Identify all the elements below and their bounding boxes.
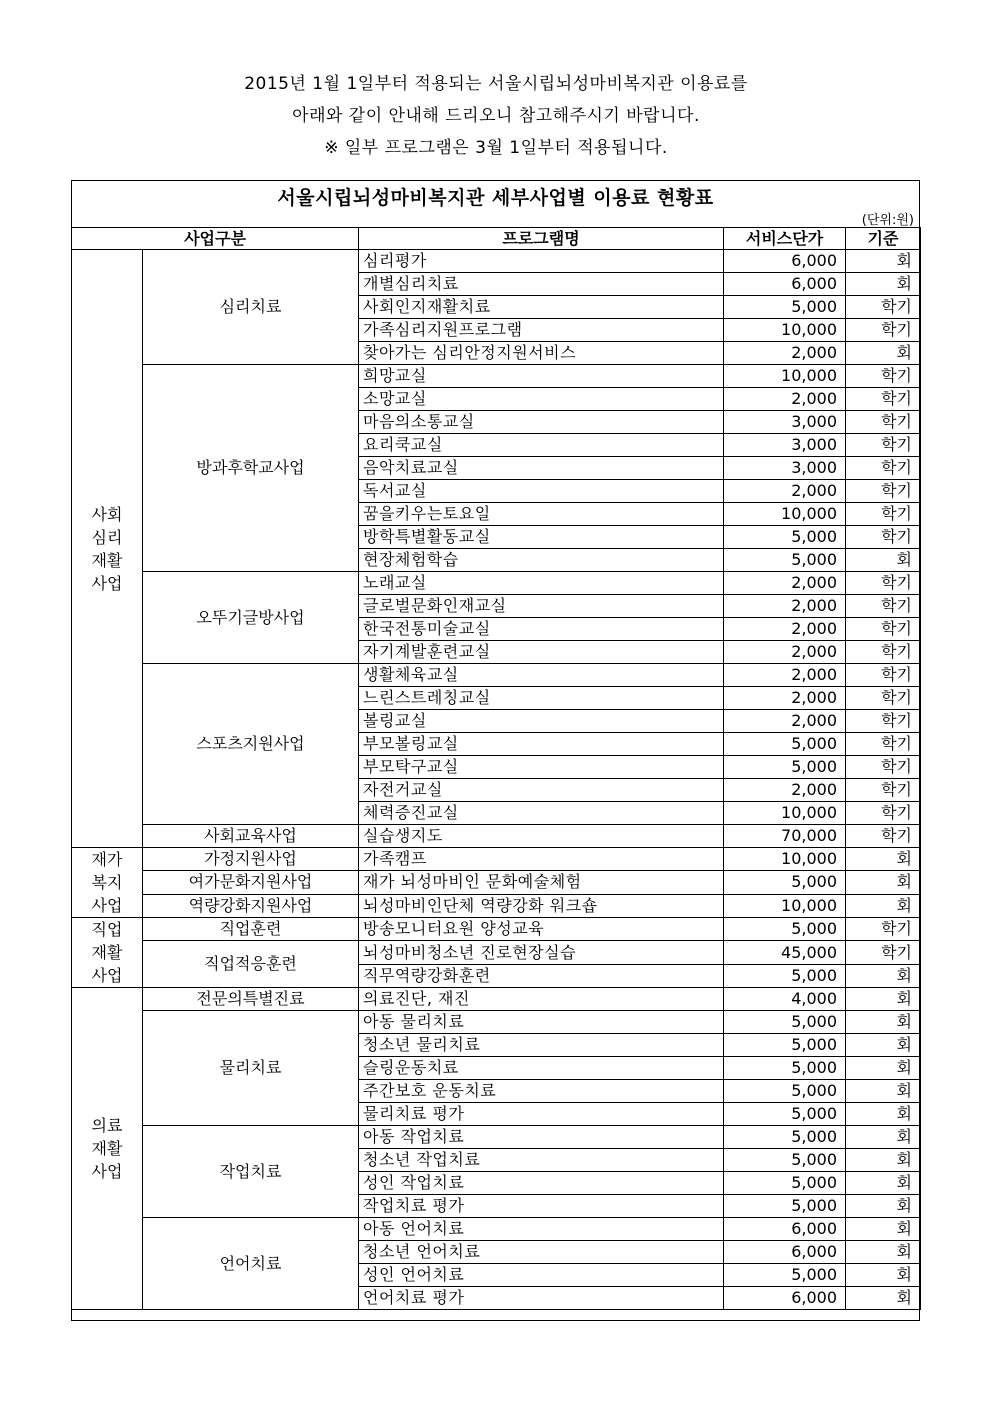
table-row bbox=[72, 848, 921, 871]
category-subgroup: 방과후학교사업 bbox=[143, 365, 359, 572]
price-basis: 학기 bbox=[846, 733, 921, 756]
service-price: 45,000 bbox=[724, 941, 846, 965]
price-basis: 회 bbox=[846, 1149, 921, 1172]
service-price: 5,000 bbox=[724, 756, 846, 779]
intro-line-2: 아래와 같이 안내해 드리오니 참고해주시기 바랍니다. bbox=[292, 106, 700, 126]
table-row bbox=[72, 941, 921, 965]
price-basis: 회 bbox=[846, 1287, 921, 1310]
program-name: 글로벌문화인재교실 bbox=[359, 595, 724, 618]
program-name: 느린스트레칭교실 bbox=[359, 687, 724, 710]
price-basis: 학기 bbox=[846, 319, 921, 342]
table-title: 서울시립뇌성마비복지관 세부사업별 이용료 현황표 bbox=[277, 187, 714, 209]
service-price: 5,000 bbox=[724, 1172, 846, 1195]
table-row bbox=[72, 894, 921, 917]
table-row bbox=[72, 572, 921, 595]
category-group-label: 사회 bbox=[91, 504, 123, 524]
price-basis: 회 bbox=[846, 1172, 921, 1195]
price-basis: 회 bbox=[846, 1241, 921, 1264]
price-basis: 학기 bbox=[846, 503, 921, 526]
service-price: 5,000 bbox=[724, 733, 846, 756]
table-row bbox=[72, 825, 921, 848]
program-name: 물리치료 평가 bbox=[359, 1103, 724, 1126]
program-name: 언어치료 평가 bbox=[359, 1287, 724, 1310]
service-price: 5,000 bbox=[724, 871, 846, 894]
price-basis: 학기 bbox=[846, 296, 921, 319]
category-group-label: 사업 bbox=[91, 896, 123, 915]
program-name: 주간보호 운동치료 bbox=[359, 1080, 724, 1103]
program-name: 사회인지재활치료 bbox=[359, 296, 724, 319]
price-basis: 회 bbox=[846, 871, 921, 894]
table-row bbox=[72, 664, 921, 687]
price-basis: 학기 bbox=[846, 710, 921, 733]
category-group-label: 사업 bbox=[91, 1162, 123, 1181]
service-price: 5,000 bbox=[724, 1080, 846, 1103]
program-name: 찾아가는 심리안정지원서비스 bbox=[359, 342, 724, 365]
header-program: 프로그램명 bbox=[359, 228, 724, 250]
category-subgroup: 물리치료 bbox=[143, 1011, 359, 1126]
category-subgroup: 여가문화지원사업 bbox=[143, 871, 359, 894]
program-name: 청소년 물리치료 bbox=[359, 1034, 724, 1057]
program-name: 방학특별활동교실 bbox=[359, 526, 724, 549]
category-subgroup: 언어치료 bbox=[143, 1218, 359, 1310]
service-price: 10,000 bbox=[724, 503, 846, 526]
price-basis: 회 bbox=[846, 848, 921, 871]
service-price: 2,000 bbox=[724, 618, 846, 641]
category-subgroup: 전문의특별진료 bbox=[143, 988, 359, 1011]
fee-table-body bbox=[72, 250, 921, 1310]
service-price: 4,000 bbox=[724, 988, 846, 1011]
price-basis: 학기 bbox=[846, 365, 921, 388]
program-name: 가족캠프 bbox=[359, 848, 724, 871]
price-basis: 학기 bbox=[846, 618, 921, 641]
price-basis: 회 bbox=[846, 1195, 921, 1218]
program-name: 의료진단, 재진 bbox=[359, 988, 724, 1011]
service-price: 5,000 bbox=[724, 1103, 846, 1126]
service-price: 5,000 bbox=[724, 965, 846, 988]
program-name: 청소년 작업치료 bbox=[359, 1149, 724, 1172]
price-basis: 회 bbox=[846, 965, 921, 988]
program-name: 재가 뇌성마비인 문화예술체험 bbox=[359, 871, 724, 894]
service-price: 10,000 bbox=[724, 365, 846, 388]
category-group bbox=[72, 918, 143, 988]
price-basis: 회 bbox=[846, 1080, 921, 1103]
price-basis: 회 bbox=[846, 1057, 921, 1080]
service-price: 70,000 bbox=[724, 825, 846, 848]
table-row bbox=[72, 1218, 921, 1241]
program-name: 작업치료 평가 bbox=[359, 1195, 724, 1218]
header-price: 서비스단가 bbox=[724, 228, 846, 250]
intro-note: ※ 일부 프로그램은 3월 1일부터 적용됩니다. bbox=[324, 138, 668, 158]
price-basis: 학기 bbox=[846, 388, 921, 411]
category-group-label: 재활 bbox=[91, 1139, 123, 1158]
service-price: 5,000 bbox=[724, 1149, 846, 1172]
price-basis: 회 bbox=[846, 273, 921, 296]
program-name: 개별심리치료 bbox=[359, 273, 724, 296]
program-name: 볼링교실 bbox=[359, 710, 724, 733]
price-basis: 회 bbox=[846, 1126, 921, 1149]
category-subgroup: 가정지원사업 bbox=[143, 848, 359, 871]
table-header-row bbox=[72, 228, 921, 250]
service-price: 10,000 bbox=[724, 802, 846, 825]
category-group-label: 의료 bbox=[91, 1116, 123, 1135]
program-name: 독서교실 bbox=[359, 480, 724, 503]
category-group-label: 재활 bbox=[91, 943, 123, 962]
category-subgroup: 심리치료 bbox=[143, 250, 359, 365]
service-price: 2,000 bbox=[724, 710, 846, 733]
service-price: 10,000 bbox=[724, 319, 846, 342]
table-row bbox=[72, 988, 921, 1011]
price-basis: 회 bbox=[846, 894, 921, 917]
service-price: 6,000 bbox=[724, 1241, 846, 1264]
price-basis: 회 bbox=[846, 250, 921, 273]
price-basis: 회 bbox=[846, 1218, 921, 1241]
program-name: 꿈을키우는토요일 bbox=[359, 503, 724, 526]
program-name: 생활체육교실 bbox=[359, 664, 724, 687]
fee-table bbox=[71, 227, 921, 1310]
service-price: 5,000 bbox=[724, 1264, 846, 1287]
price-basis: 학기 bbox=[846, 480, 921, 503]
service-price: 3,000 bbox=[724, 411, 846, 434]
category-group-label: 복지 bbox=[91, 873, 123, 892]
program-name: 청소년 언어치료 bbox=[359, 1241, 724, 1264]
program-name: 뇌성마비인단체 역량강화 워크숍 bbox=[359, 894, 724, 917]
category-group-label: 사업 bbox=[91, 966, 123, 985]
category-group bbox=[72, 250, 143, 848]
program-name: 실습생지도 bbox=[359, 825, 724, 848]
price-basis: 학기 bbox=[846, 457, 921, 480]
service-price: 5,000 bbox=[724, 1057, 846, 1080]
intro-line-1: 2015년 1월 1일부터 적용되는 서울시립뇌성마비복지관 이용료를 bbox=[244, 74, 748, 94]
service-price: 2,000 bbox=[724, 687, 846, 710]
program-name: 노래교실 bbox=[359, 572, 724, 595]
service-price: 5,000 bbox=[724, 1011, 846, 1034]
price-basis: 회 bbox=[846, 1264, 921, 1287]
service-price: 6,000 bbox=[724, 1218, 846, 1241]
price-basis: 학기 bbox=[846, 802, 921, 825]
service-price: 5,000 bbox=[724, 296, 846, 319]
program-name: 체력증진교실 bbox=[359, 802, 724, 825]
service-price: 2,000 bbox=[724, 664, 846, 687]
price-basis: 회 bbox=[846, 342, 921, 365]
service-price: 3,000 bbox=[724, 434, 846, 457]
program-name: 가족심리지원프로그램 bbox=[359, 319, 724, 342]
unit-label: (단위:원) bbox=[861, 213, 914, 228]
table-row bbox=[72, 871, 921, 894]
service-price: 5,000 bbox=[724, 1195, 846, 1218]
price-basis: 학기 bbox=[846, 434, 921, 457]
service-price: 2,000 bbox=[724, 572, 846, 595]
program-name: 자기계발훈련교실 bbox=[359, 641, 724, 664]
program-name: 아동 언어치료 bbox=[359, 1218, 724, 1241]
header-basis: 기준 bbox=[846, 228, 921, 250]
service-price: 5,000 bbox=[724, 1126, 846, 1149]
service-price: 6,000 bbox=[724, 250, 846, 273]
price-basis: 학기 bbox=[846, 918, 921, 941]
program-name: 성인 언어치료 bbox=[359, 1264, 724, 1287]
program-name: 자전거교실 bbox=[359, 779, 724, 802]
service-price: 10,000 bbox=[724, 894, 846, 917]
category-group-label: 심리 bbox=[91, 527, 123, 547]
program-name: 희망교실 bbox=[359, 365, 724, 388]
category-group-label: 재활 bbox=[91, 550, 123, 570]
price-basis: 학기 bbox=[846, 779, 921, 802]
service-price: 2,000 bbox=[724, 779, 846, 802]
category-group bbox=[72, 988, 143, 1310]
service-price: 5,000 bbox=[724, 1034, 846, 1057]
service-price: 5,000 bbox=[724, 526, 846, 549]
price-basis: 학기 bbox=[846, 825, 921, 848]
program-name: 소망교실 bbox=[359, 388, 724, 411]
program-name: 뇌성마비청소년 진로현장실습 bbox=[359, 941, 724, 965]
service-price: 5,000 bbox=[724, 918, 846, 941]
price-basis: 학기 bbox=[846, 756, 921, 779]
price-basis: 회 bbox=[846, 1103, 921, 1126]
category-group-label: 직업 bbox=[91, 920, 123, 939]
price-basis: 학기 bbox=[846, 595, 921, 618]
price-basis: 회 bbox=[846, 1034, 921, 1057]
program-name: 심리평가 bbox=[359, 250, 724, 273]
program-name: 직무역량강화훈련 bbox=[359, 965, 724, 988]
service-price: 10,000 bbox=[724, 848, 846, 871]
program-name: 부모볼링교실 bbox=[359, 733, 724, 756]
price-basis: 학기 bbox=[846, 664, 921, 687]
category-subgroup: 역량강화지원사업 bbox=[143, 894, 359, 917]
category-subgroup: 스포츠지원사업 bbox=[143, 664, 359, 825]
table-row bbox=[72, 365, 921, 388]
category-subgroup: 오뚜기글방사업 bbox=[143, 572, 359, 664]
program-name: 방송모니터요원 양성교육 bbox=[359, 918, 724, 941]
price-basis: 회 bbox=[846, 549, 921, 572]
category-subgroup: 직업훈련 bbox=[143, 918, 359, 941]
service-price: 6,000 bbox=[724, 273, 846, 296]
service-price: 2,000 bbox=[724, 388, 846, 411]
table-row bbox=[72, 1011, 921, 1034]
table-row bbox=[72, 1126, 921, 1149]
category-subgroup: 사회교육사업 bbox=[143, 825, 359, 848]
program-name: 부모탁구교실 bbox=[359, 756, 724, 779]
price-basis: 학기 bbox=[846, 411, 921, 434]
service-price: 6,000 bbox=[724, 1287, 846, 1310]
price-basis: 회 bbox=[846, 988, 921, 1011]
program-name: 아동 물리치료 bbox=[359, 1011, 724, 1034]
category-group-label: 재가 bbox=[91, 850, 123, 869]
header-category: 사업구분 bbox=[72, 228, 359, 250]
program-name: 음악치료교실 bbox=[359, 457, 724, 480]
program-name: 마음의소통교실 bbox=[359, 411, 724, 434]
service-price: 2,000 bbox=[724, 641, 846, 664]
service-price: 2,000 bbox=[724, 342, 846, 365]
price-basis: 회 bbox=[846, 1011, 921, 1034]
category-group-label: 사업 bbox=[91, 573, 123, 593]
price-basis: 학기 bbox=[846, 572, 921, 595]
program-name: 요리쿡교실 bbox=[359, 434, 724, 457]
program-name: 슬링운동치료 bbox=[359, 1057, 724, 1080]
service-price: 5,000 bbox=[724, 549, 846, 572]
price-basis: 학기 bbox=[846, 641, 921, 664]
price-basis: 학기 bbox=[846, 941, 921, 965]
table-row bbox=[72, 918, 921, 941]
table-row bbox=[72, 250, 921, 273]
service-price: 2,000 bbox=[724, 480, 846, 503]
program-name: 현장체험학습 bbox=[359, 549, 724, 572]
service-price: 3,000 bbox=[724, 457, 846, 480]
program-name: 한국전통미술교실 bbox=[359, 618, 724, 641]
price-basis: 학기 bbox=[846, 687, 921, 710]
category-group bbox=[72, 848, 143, 918]
category-subgroup: 작업치료 bbox=[143, 1126, 359, 1218]
program-name: 아동 작업치료 bbox=[359, 1126, 724, 1149]
category-subgroup: 직업적응훈련 bbox=[143, 941, 359, 988]
program-name: 성인 작업치료 bbox=[359, 1172, 724, 1195]
service-price: 2,000 bbox=[724, 595, 846, 618]
price-basis: 학기 bbox=[846, 526, 921, 549]
